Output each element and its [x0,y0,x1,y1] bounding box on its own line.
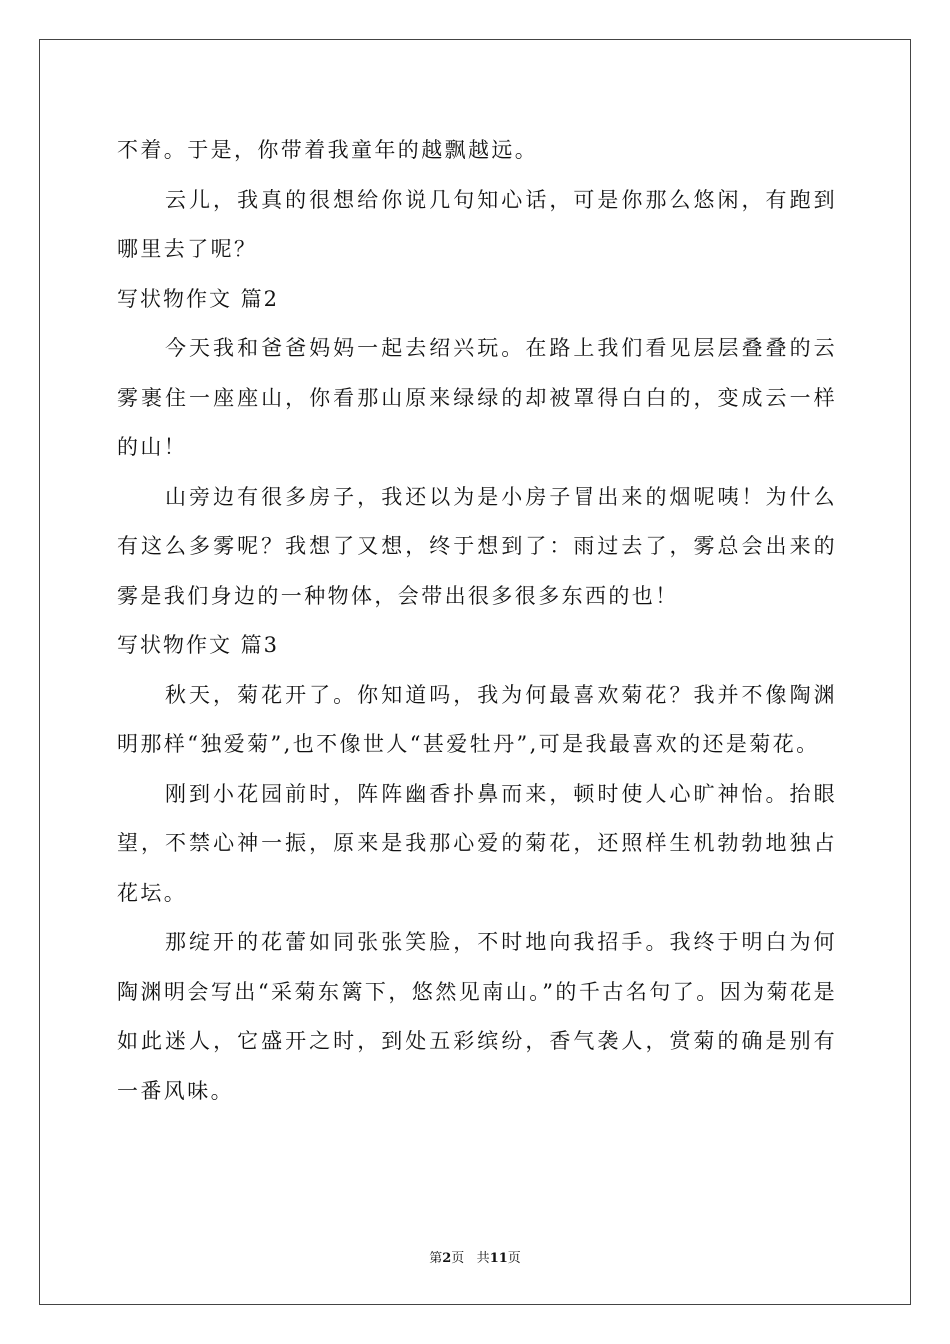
paragraph: 刚到小花园前时，阵阵幽香扑鼻而来，顿时使人心旷神怡。抬眼望，不禁心神一振，原来是我那心爱的菊花，还照样生机勃勃地独占花坛。 [117,781,837,905]
document-body [117,126,837,1116]
paragraph: 山旁边有很多房子，我还以为是小房子冒出来的烟呢咦！为什么有这么多雾呢？我想了又想，终于想到了：雨过去了，雾总会出来的雾是我们身边的一种物体，会带出很多很多东西的也！ [117,484,837,608]
paragraph: 今天我和爸爸妈妈一起去绍兴玩。在路上我们看见层层叠叠的云雾裹住一座座山，你看那山原来绿绿的却被罩得白白的，变成云一样的山！ [117,336,837,459]
page-current: 2 [442,1251,452,1266]
paragraph: 那绽开的花蕾如同张张笑脸，不时地向我招手。我终于明白为何陶渊明会写出“采菊东篱下，悠然见南山。”的千古名句了。因为菊花是如此迷人，它盛开之时，到处五彩缤纷，香气袭人，赏菊的确是别有一番风味。 [117,930,837,1103]
page-prefix: 第 [429,1251,443,1266]
total-prefix: 共 [476,1251,490,1266]
paragraph: 秋天，菊花开了。你知道吗，我为何最喜欢菊花？我并不像陶渊明那样“独爱菊”,也不像世人“甚爱牡丹”,可是我最喜欢的还是菊花。 [117,682,837,756]
paragraph: 云儿，我真的很想给你说几句知心话，可是你那么悠闲，有跑到哪里去了呢？ [117,187,837,261]
page-suffix: 页 [451,1251,465,1266]
page-footer [0,1247,950,1266]
paragraph: 不着。于是，你带着我童年的越飘越远。 [117,138,539,162]
section-heading: 写状物作文 篇2 [117,286,280,311]
section-heading: 写状物作文 篇3 [117,633,280,657]
total-suffix: 页 [507,1251,521,1266]
page-total: 11 [489,1251,508,1266]
